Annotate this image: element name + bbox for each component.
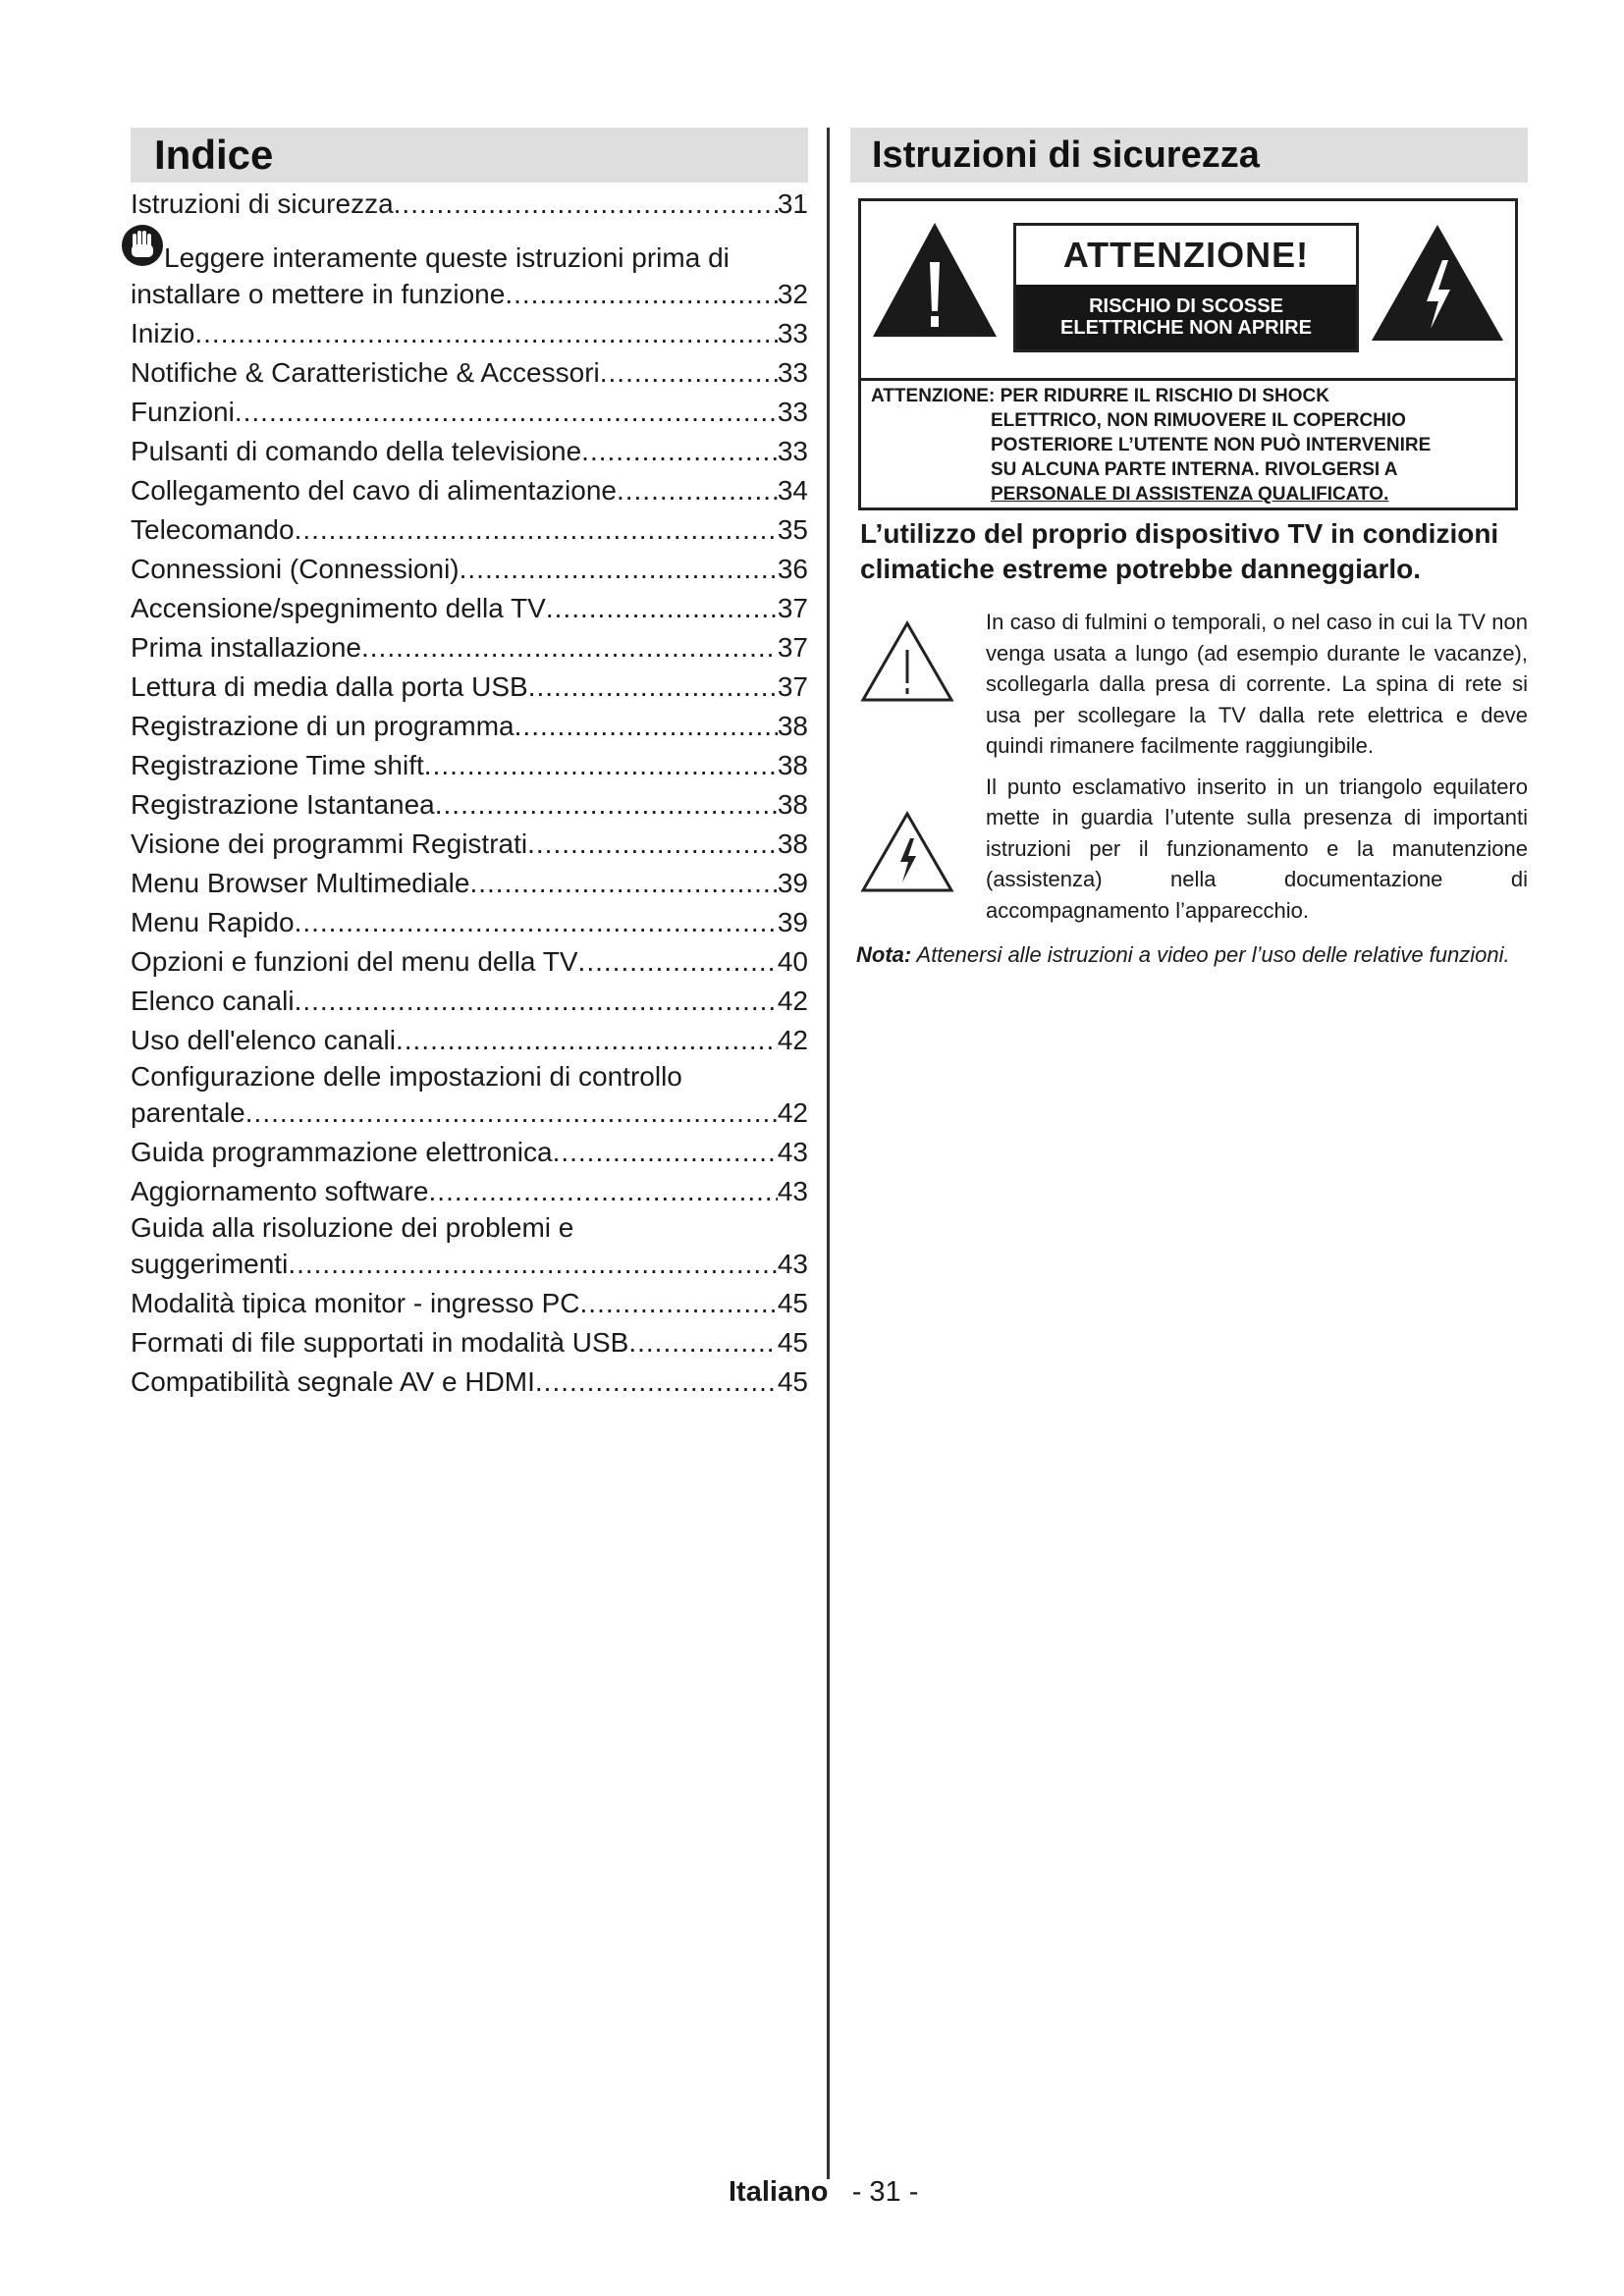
- toc-entry[interactable]: [131, 707, 808, 746]
- toc-title: Inizio: [131, 318, 195, 348]
- toc-title: Modalità tipica monitor - ingresso PC: [131, 1288, 580, 1318]
- toc-page: 33: [777, 397, 808, 427]
- exclamation-outline-icon: [860, 620, 954, 703]
- table-of-contents: [131, 185, 808, 1402]
- toc-entry[interactable]: [131, 864, 808, 903]
- note-label: Nota:: [856, 942, 912, 967]
- toc-entry[interactable]: [131, 942, 808, 982]
- safety-column: [850, 128, 1528, 971]
- toc-title: Guida programmazione elettronica: [131, 1137, 553, 1167]
- climate-warning: L’utilizzo del proprio dispositivo TV in condizioni climatiche estreme potrebbe danneggiarlo.: [860, 518, 1499, 584]
- toc-page: 42: [777, 986, 808, 1016]
- toc-page: 40: [777, 946, 808, 977]
- toc-entry[interactable]: [131, 1211, 808, 1284]
- toc-title: Menu Browser Multimediale: [131, 868, 470, 898]
- toc-page: 38: [777, 789, 808, 820]
- toc-entry[interactable]: [131, 1362, 808, 1402]
- lightning-triangle-icon: [1370, 223, 1505, 343]
- toc-entry[interactable]: [131, 667, 808, 707]
- toc-entry[interactable]: [131, 185, 808, 224]
- toc-title: Lettura di media dalla porta USB: [131, 671, 528, 702]
- toc-entry[interactable]: [131, 1323, 808, 1362]
- toc-title: Accensione/spegnimento della TV: [131, 593, 546, 623]
- toc-title: Elenco canali: [131, 986, 295, 1016]
- toc-title: Registrazione Time shift: [131, 750, 424, 780]
- toc-page: 37: [777, 632, 808, 663]
- toc-title: Aggiornamento software: [131, 1176, 429, 1206]
- toc-page: 37: [777, 593, 808, 623]
- toc-title: Opzioni e funzioni del menu della TV: [131, 946, 578, 977]
- toc-entry[interactable]: [131, 353, 808, 393]
- toc-page: 36: [777, 554, 808, 584]
- attention-label: [1013, 223, 1359, 352]
- toc-page: 45: [777, 1288, 808, 1318]
- toc-page: 38: [777, 750, 808, 780]
- toc-title: Funzioni: [131, 397, 235, 427]
- toc-title: Notifiche & Caratteristiche & Accessori: [131, 357, 600, 388]
- toc-page: 43: [777, 1137, 808, 1167]
- toc-page: 32: [777, 279, 808, 309]
- toc-title: parentale: [131, 1097, 245, 1128]
- toc-entry[interactable]: [131, 1021, 808, 1060]
- toc-page: 43: [777, 1249, 808, 1279]
- toc-entry[interactable]: [131, 550, 808, 589]
- toc-title: installare o mettere in funzione: [131, 279, 506, 309]
- toc-page: 45: [777, 1366, 808, 1397]
- toc-entry[interactable]: [131, 825, 808, 864]
- note: [856, 939, 1528, 971]
- toc-title: Registrazione Istantanea: [131, 789, 435, 820]
- hand-stop-icon: [121, 224, 164, 267]
- toc-page: 38: [777, 828, 808, 859]
- toc-title: Prima installazione: [131, 632, 361, 663]
- index-column: [131, 128, 808, 1402]
- toc-entry[interactable]: [131, 628, 808, 667]
- toc-page: 33: [777, 436, 808, 466]
- toc-title: Compatibilità segnale AV e HDMI: [131, 1366, 535, 1397]
- toc-title: Menu Rapido: [131, 907, 295, 937]
- toc-title-line1: Guida alla risoluzione dei problemi e: [131, 1212, 574, 1243]
- toc-entry[interactable]: [131, 785, 808, 825]
- toc-title: Uso dell'elenco canali: [131, 1025, 396, 1055]
- safety-item-lightning: [856, 607, 1528, 762]
- toc-entry[interactable]: [131, 224, 808, 314]
- safety-text: Il punto esclamativo inserito in un triangolo equilatero mette in guardia l’utente sulla presenza di importanti istruzioni per il funzionamento e la manutenzione (assistenza) nella documentazione di accompagnamento l’apparecchio.: [986, 774, 1528, 923]
- toc-page: 37: [777, 671, 808, 702]
- toc-entry[interactable]: [131, 393, 808, 432]
- column-divider: [827, 128, 830, 2179]
- toc-page: 43: [777, 1176, 808, 1206]
- toc-page: 45: [777, 1327, 808, 1358]
- toc-page: 35: [777, 514, 808, 545]
- toc-entry[interactable]: [131, 471, 808, 510]
- note-text: Attenersi alle istruzioni a video per l’uso delle relative funzioni.: [916, 942, 1510, 967]
- toc-page: 34: [777, 475, 808, 506]
- toc-title: Telecomando: [131, 514, 295, 545]
- warning-box: [858, 198, 1518, 510]
- toc-entry[interactable]: [131, 432, 808, 471]
- toc-title: suggerimenti: [131, 1249, 289, 1279]
- index-title: Indice: [131, 128, 808, 183]
- toc-entry[interactable]: [131, 1284, 808, 1323]
- toc-entry[interactable]: [131, 982, 808, 1021]
- toc-entry[interactable]: [131, 903, 808, 942]
- toc-title: Istruzioni di sicurezza: [131, 188, 394, 219]
- toc-entry[interactable]: [131, 589, 808, 628]
- toc-page: 42: [777, 1097, 808, 1128]
- page-footer: [729, 2176, 918, 2209]
- attention-heading: ATTENZIONE!: [1062, 235, 1310, 275]
- toc-title: Connessioni (Connessioni): [131, 554, 460, 584]
- toc-title: Formati di file supportati in modalità USB: [131, 1327, 629, 1358]
- toc-entry[interactable]: [131, 746, 808, 785]
- lightning-outline-icon: [860, 811, 954, 893]
- toc-page: 42: [777, 1025, 808, 1055]
- toc-page: 33: [777, 318, 808, 348]
- safety-text: In caso di fulmini o temporali, o nel caso in cui la TV non venga usata a lungo (ad esempio durante le vacanze), scollegarla dalla presa di corrente. La spina di rete si usa per scollegare la TV dalla rete elettrica e deve quindi rimanere facilmente raggiungibile.: [986, 610, 1528, 758]
- toc-entry[interactable]: [131, 1060, 808, 1133]
- toc-page: 33: [777, 357, 808, 388]
- warning-text: ATTENZIONE: PER RIDURRE IL RISCHIO DI SHOCK ELETTRICO, NON RIMUOVERE IL COPERCHIO POSTERIORE L’UTENTE NON PUÒ INTERVENIRE SU ALCUNA PARTE INTERNA. RIVOLGERSI A PERSONALE DI ASSISTENZA QUALIFICATO.: [871, 386, 1432, 505]
- toc-title: Visione dei programmi Registrati: [131, 828, 528, 859]
- toc-title: Registrazione di un programma: [131, 711, 514, 741]
- toc-page: 31: [777, 188, 808, 219]
- footer-language: Italiano: [729, 2176, 829, 2208]
- toc-title: Pulsanti di comando della televisione: [131, 436, 582, 466]
- toc-entry[interactable]: [131, 1172, 808, 1211]
- exclamation-triangle-icon: [871, 221, 999, 339]
- toc-page: 38: [777, 711, 808, 741]
- toc-entry[interactable]: [131, 1133, 808, 1172]
- toc-title-line1: Leggere interamente queste istruzioni prima di: [164, 242, 730, 273]
- toc-title: Collegamento del cavo di alimentazione: [131, 475, 617, 506]
- safety-title: Istruzioni di sicurezza: [850, 128, 1528, 183]
- toc-title-line1: Configurazione delle impostazioni di controllo: [131, 1061, 682, 1092]
- page-number: - 31 -: [851, 2176, 919, 2208]
- toc-page: 39: [777, 868, 808, 898]
- toc-entry[interactable]: [131, 510, 808, 550]
- toc-page: 39: [777, 907, 808, 937]
- shock-risk-label: RISCHIO DI SCOSSE ELETTRICHE NON APRIRE: [1016, 285, 1356, 349]
- safety-item-exclamation: [856, 772, 1528, 927]
- toc-entry[interactable]: [131, 314, 808, 353]
